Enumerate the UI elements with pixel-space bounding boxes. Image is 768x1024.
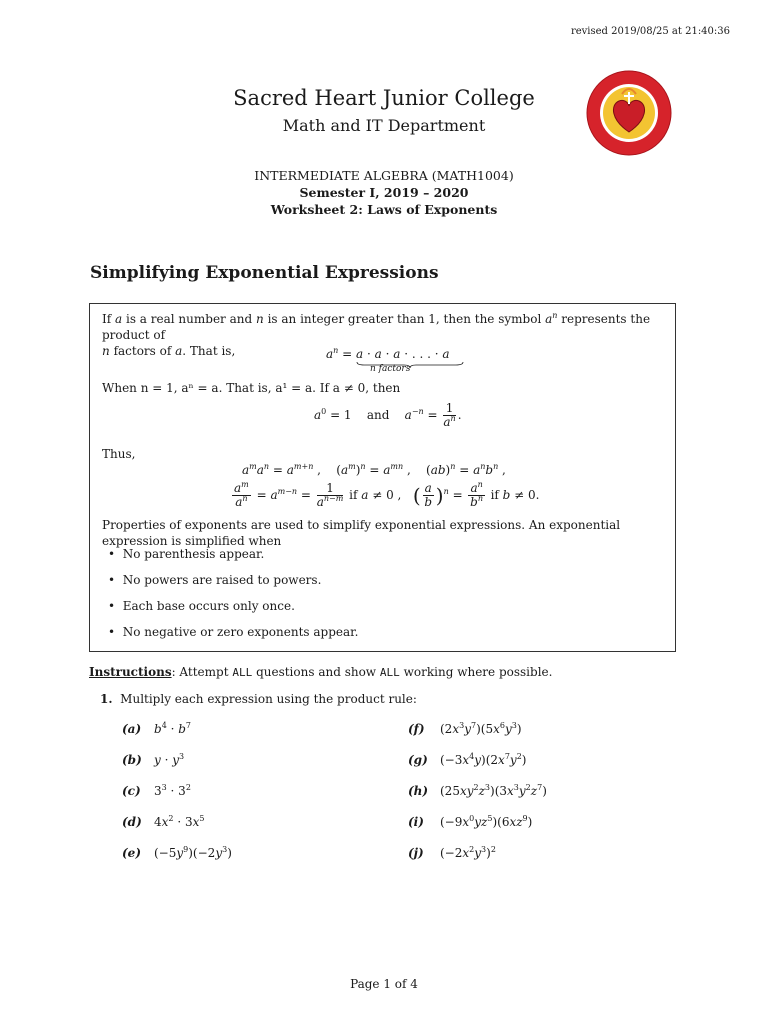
- exponent-laws-row-1: $a^ma^n = a^{m+n}$ , $(a^m)^n = a^{mn}$ , $(ab)^n = a^nb^n$ ,: [242, 462, 506, 477]
- college-name: Sacred Heart Junior College: [233, 86, 535, 110]
- n-factors-label: n factors: [370, 364, 411, 374]
- worksheet-title: Worksheet 2: Laws of Exponents: [270, 202, 498, 217]
- exercise-h: (h) $(25xy^2z^3)(3x^3y^2z^7)$: [408, 783, 547, 798]
- exercise-f: (f) $(2x^3y^7)(5x^6y^3)$: [408, 721, 522, 736]
- exercise-j: (j) $(-2x^2y^3)^2$: [408, 845, 496, 860]
- exercise-i: (i) $(-9x^0yz^5)(6xz^9)$: [408, 814, 533, 829]
- semester: Semester I, 2019 – 2020: [299, 185, 469, 200]
- instructions-label: Instructions: [89, 665, 172, 679]
- thus-label: Thus,: [102, 447, 136, 461]
- list-item: • No negative or zero exponents appear.: [108, 625, 359, 639]
- definition-intro: If a is a real number and n is an integer greater than 1, then the symbol $a^n$ represents the product of n factors of a. That is,: [102, 311, 651, 358]
- list-item: • No powers are raised to powers.: [108, 573, 322, 587]
- revision-timestamp: revised 2019/08/25 at 21:40:36: [570, 26, 730, 37]
- exercise-e: (e) $(-5y^9)(-2y^3)$: [122, 845, 232, 860]
- properties-text: Properties of exponents are used to simplify exponential expressions. An exponential expression is simplified when: [102, 518, 621, 548]
- list-item: • No parenthesis appear.: [108, 547, 265, 561]
- definition-box: [89, 303, 676, 652]
- exercise-b: (b) $y \cdot y^3$: [122, 752, 185, 767]
- department-name: Math and IT Department: [282, 116, 486, 135]
- college-logo: [586, 70, 672, 156]
- instructions: Instructions: Attempt ALL questions and show ALL working where possible.: [89, 665, 553, 679]
- exercise-g: (g) $(-3x^4y)(2x^7y^2)$: [408, 752, 527, 767]
- when-n-equals-one: When n = 1, aⁿ = a. That is, a¹ = a. If a ≠ 0, then: [102, 381, 401, 395]
- product-definition: $a^n = a \cdot a \cdot a$ · . . . · a: [326, 346, 450, 362]
- section-title: Simplifying Exponential Expressions: [90, 263, 439, 283]
- course-info: [0, 167, 768, 218]
- exponent-laws-row-2: $\frac{a^m}{a^n}$ = $a^{m-n}$ = $\frac{1}{a^{n-m}}$ if a ≠ 0 , ( $\frac{a}{b}$ )$^n$ = $\frac{a^n}{b^n}$ if b ≠ 0.: [234, 480, 540, 509]
- zero-negative-exponent-rule: $a^0 = 1$ and $a^{-n}$ = $\frac{1}{a^n}$ .: [314, 401, 462, 429]
- bullet-list: [108, 547, 358, 651]
- exercise-c: (c) $3^3 \cdot 3^2$: [122, 783, 191, 798]
- course-title: INTERMEDIATE ALGEBRA (MATH1004): [254, 168, 514, 183]
- list-item: • Each base occurs only once.: [108, 599, 295, 613]
- exercise-d: (d) $4x^2 \cdot 3x^5$: [122, 814, 205, 829]
- exercise-a: (a) $b^4 \cdot b^7$: [122, 721, 192, 736]
- question-1-prompt: 1. Multiply each expression using the product rule:: [100, 692, 417, 706]
- page-number: Page 1 of 4: [350, 977, 418, 991]
